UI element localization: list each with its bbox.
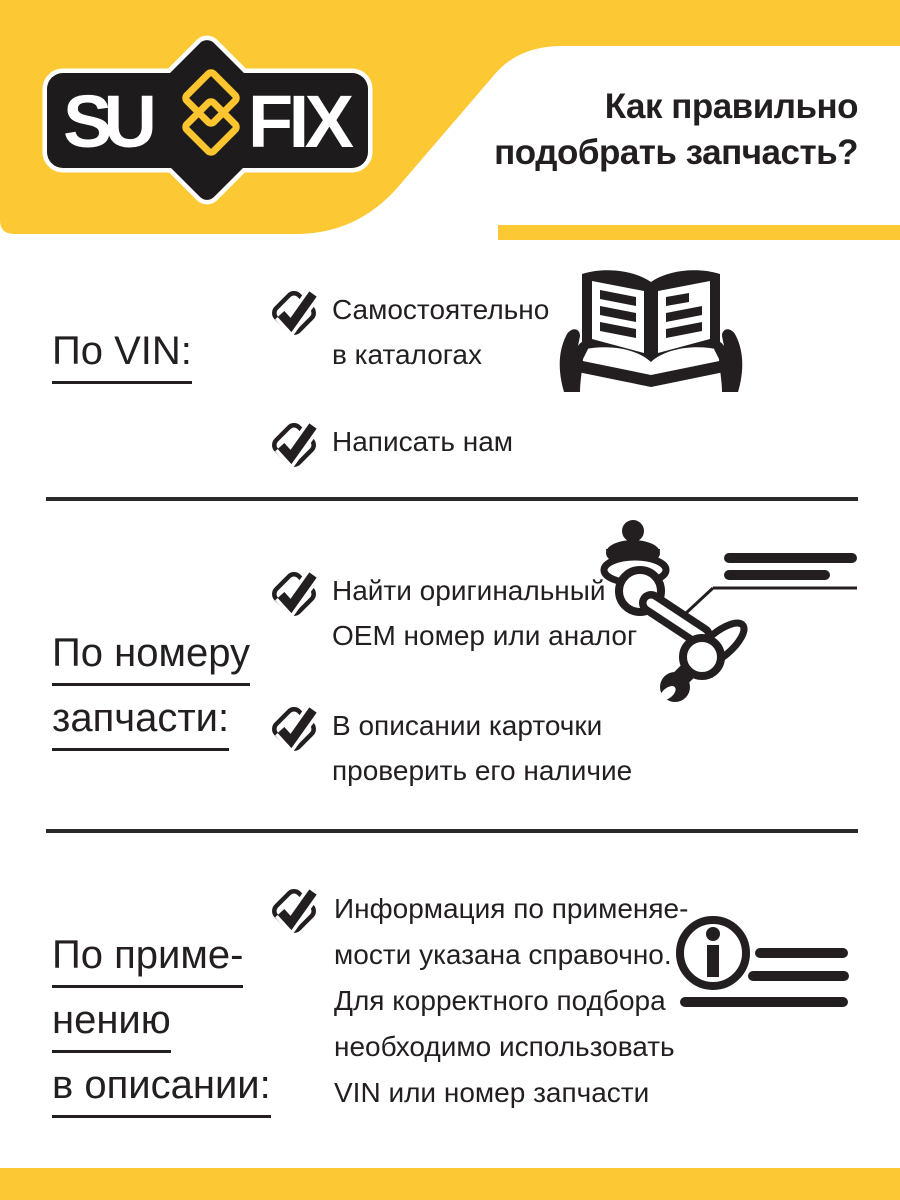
section-vin-label: По VIN: [52,326,192,391]
stabilizer-link-icon [585,515,870,720]
callout-lines [685,558,857,614]
sufix-logo [40,25,380,220]
check-icon [266,701,322,757]
bottom-band [0,1168,900,1200]
section-number-label: По номеру запчасти: [52,628,250,758]
logo-text-su: SU [63,80,157,163]
info-icon [672,912,857,1017]
section-number-item-2: В описании карточки проверить его наличие [332,710,633,786]
check-icon [266,417,322,473]
open-catalog-icon [556,266,746,394]
logo-text-fix: FIX [248,80,354,163]
section-vin-item-1: Самостоятельно в каталогах [332,294,550,370]
section-usage-label: По приме- нению в описании: [52,930,271,1125]
section-usage-item-1: Информация по применяе- мости указана справочно. Для корректного подбора необходимо использовать VIN или номер запчасти [334,893,689,1108]
header-accent-bar [498,225,900,240]
page-title-line2: подобрать запчасть? [494,133,858,172]
section-vin-item-2: Написать нам [332,426,514,457]
section-number-item-1: Найти оригинальный OEM номер или аналог [332,575,638,651]
divider [46,829,858,833]
divider [46,497,858,501]
page-title-line1: Как правильно [604,87,858,126]
check-icon [266,883,322,939]
page-title [428,84,858,176]
check-icon [266,566,322,622]
check-icon [266,285,322,341]
